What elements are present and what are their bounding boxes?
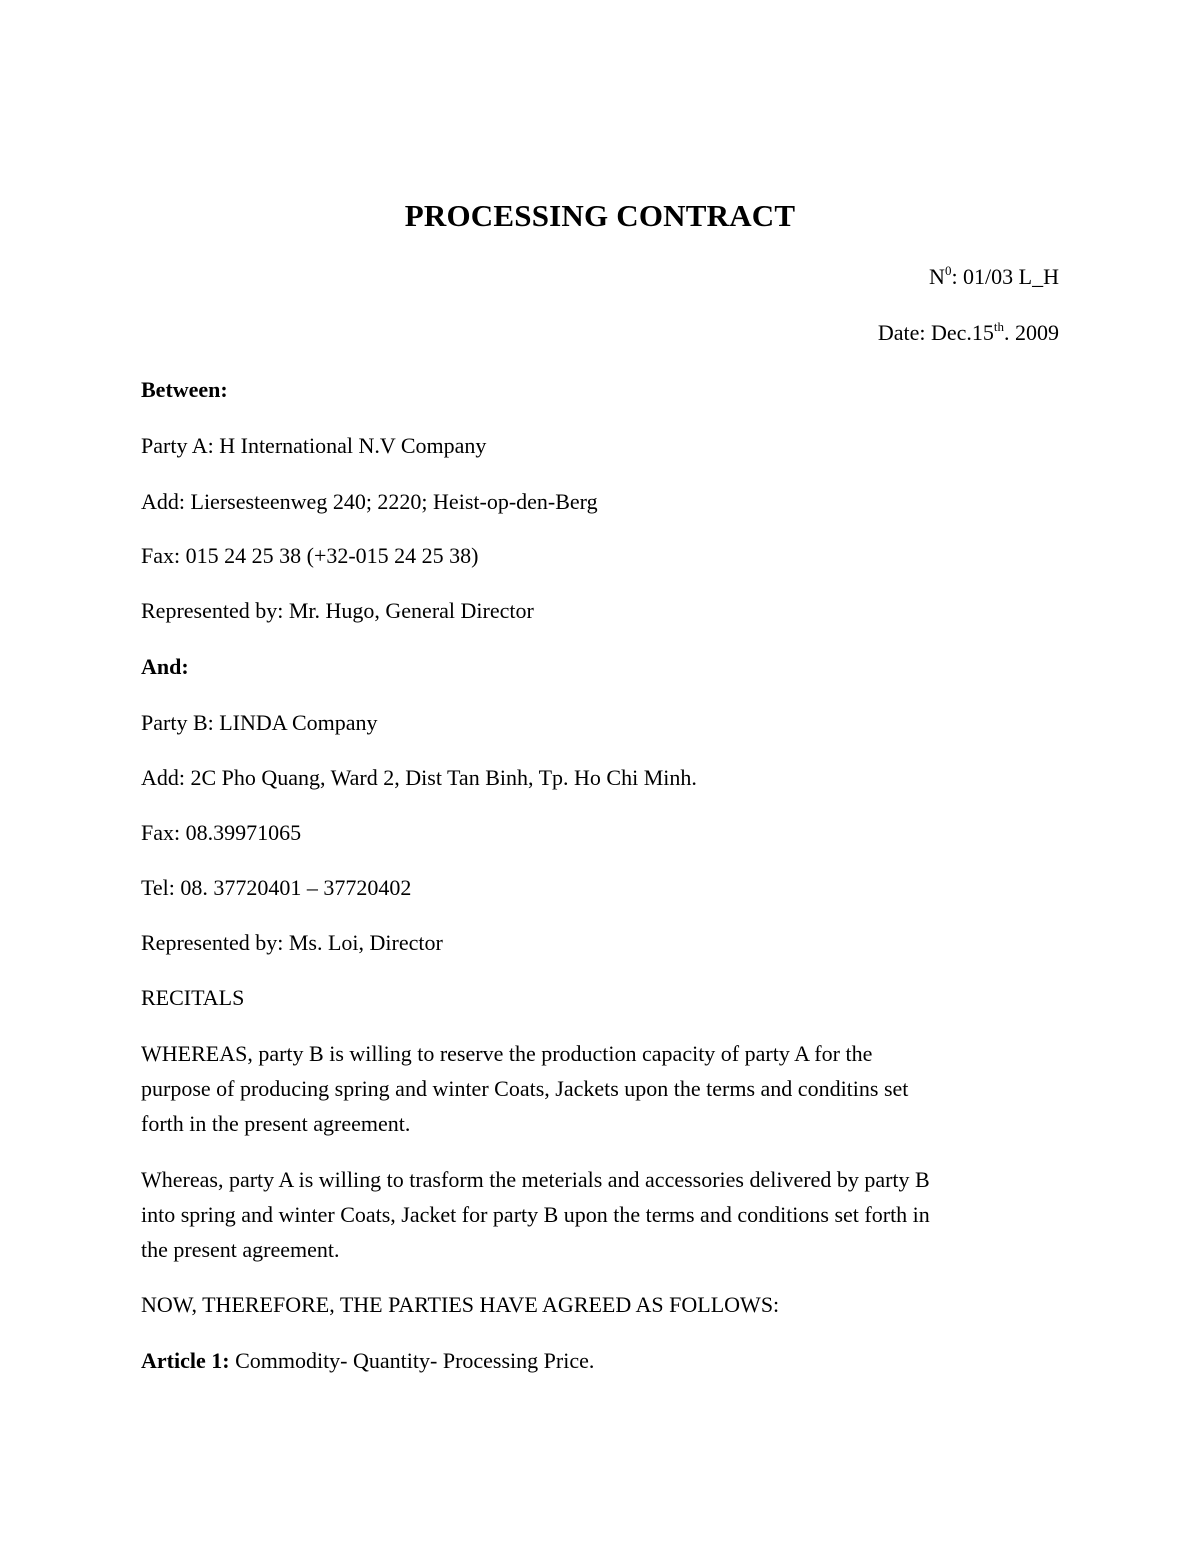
- contract-date: [878, 320, 1059, 346]
- contract-date-year: . 2009: [1004, 320, 1059, 345]
- whereas-2-line: the present agreement.: [141, 1237, 340, 1262]
- whereas-2-line: Whereas, party A is willing to trasform the meterials and accessories delivered by party B: [141, 1167, 930, 1192]
- whereas-paragraph-1: [141, 1036, 1061, 1141]
- party-a-fax: Fax: 015 24 25 38 (+32-015 24 25 38): [141, 543, 479, 568]
- contract-number: [929, 264, 1059, 290]
- recitals-heading: RECITALS: [141, 985, 245, 1010]
- contract-number-value: : 01/03 L_H: [951, 264, 1059, 289]
- between-label: Between:: [141, 377, 228, 402]
- whereas-1-line: forth in the present agreement.: [141, 1111, 411, 1136]
- party-b-fax: Fax: 08.39971065: [141, 820, 302, 845]
- party-b-name: Party B: LINDA Company: [141, 710, 378, 735]
- document-title: PROCESSING CONTRACT: [404, 198, 796, 233]
- contract-number-superscript: 0: [944, 263, 952, 278]
- contract-number-prefix: N: [929, 264, 945, 289]
- party-b-representative: Represented by: Ms. Loi, Director: [141, 930, 443, 955]
- article-1-text: Commodity- Quantity- Processing Price.: [229, 1348, 595, 1373]
- article-1-label: Article 1:: [141, 1348, 230, 1373]
- whereas-1-line: WHEREAS, party B is willing to reserve the production capacity of party A for the: [141, 1041, 873, 1066]
- whereas-1-line: purpose of producing spring and winter Coats, Jackets upon the terms and conditins set: [141, 1076, 909, 1101]
- party-b-address: Add: 2C Pho Quang, Ward 2, Dist Tan Binh, Tp. Ho Chi Minh.: [141, 765, 697, 790]
- agreement-statement: NOW, THEREFORE, THE PARTIES HAVE AGREED AS FOLLOWS:: [141, 1292, 780, 1317]
- party-b-tel: Tel: 08. 37720401 – 37720402: [141, 875, 412, 900]
- whereas-paragraph-2: [141, 1162, 1061, 1267]
- article-1-heading: [141, 1348, 594, 1374]
- whereas-2-line: into spring and winter Coats, Jacket for party B upon the terms and conditions set forth in: [141, 1202, 930, 1227]
- contract-date-superscript: th: [993, 319, 1004, 334]
- party-a-name: Party A: H International N.V Company: [141, 433, 487, 458]
- and-label: And:: [141, 654, 189, 679]
- contract-date-prefix: Date: Dec.15: [877, 320, 994, 345]
- party-a-address: Add: Liersesteenweg 240; 2220; Heist-op-den-Berg: [141, 489, 598, 514]
- party-a-representative: Represented by: Mr. Hugo, General Director: [141, 598, 534, 623]
